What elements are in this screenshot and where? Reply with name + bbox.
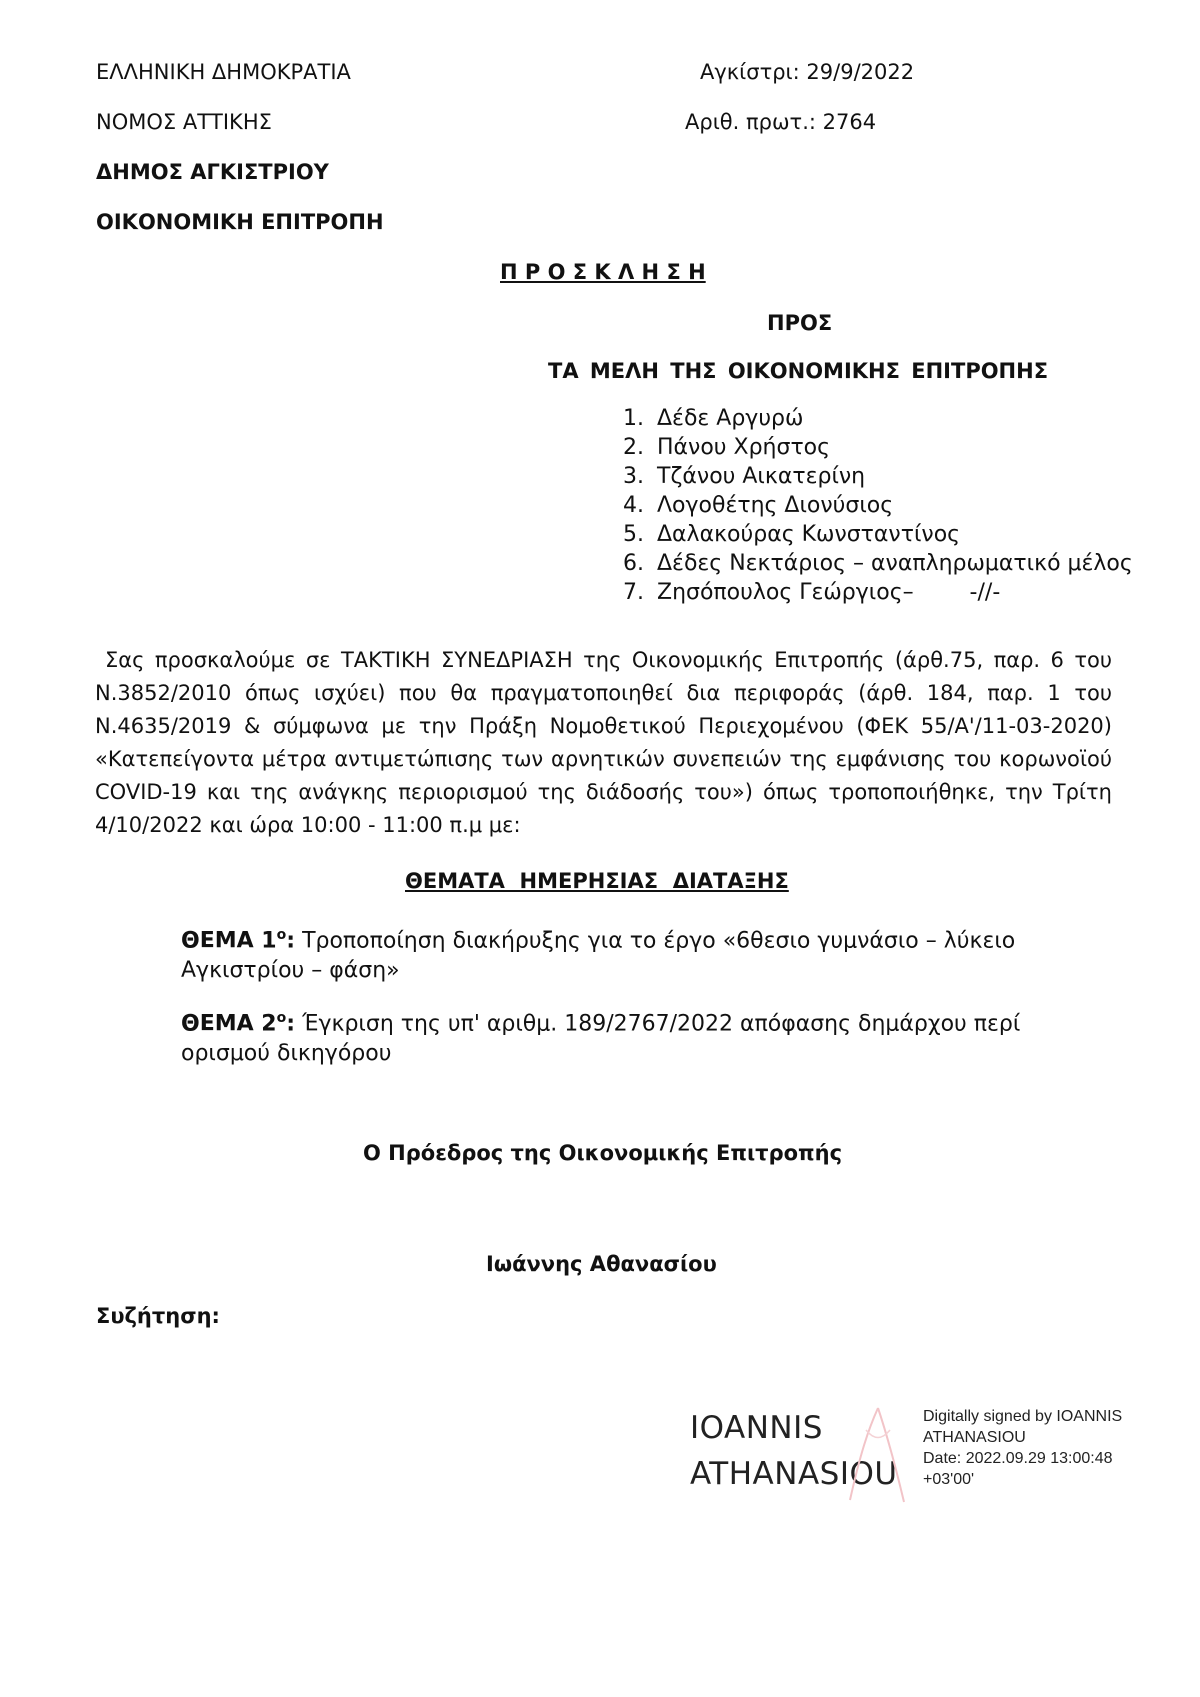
protocol-number: Αριθ. πρωτ.: 2764 <box>685 110 877 134</box>
signature-ribbon-icon <box>838 1400 918 1510</box>
signature-name-line2: ATHANASIOU <box>690 1456 898 1492</box>
list-item: 1. Δέδε Αργυρώ <box>651 404 1133 433</box>
signature-detail-line: Date: 2022.09.29 13:00:48 <box>923 1450 1113 1467</box>
president-name: Ιωάννης Αθανασίου <box>486 1252 717 1276</box>
signature-details <box>923 1406 1122 1490</box>
list-item: 3. Τζάνου Αικατερίνη <box>651 462 1133 491</box>
committee-heading: ΟΙΚΟΝΟΜΙΚΗ ΕΠΙΤΡΟΠΗ <box>96 210 384 234</box>
president-role: Ο Πρόεδρος της Οικονομικής Επιτροπής <box>363 1141 843 1165</box>
republic-heading: ΕΛΛΗΝΙΚΗ ΔΗΜΟΚΡΑΤΙΑ <box>96 60 351 84</box>
topic-label: ΘΕΜΑ 2 <box>181 1011 277 1037</box>
member-list <box>615 404 1133 607</box>
signature-name-line1: IOANNIS <box>690 1410 823 1446</box>
topic-colon: : <box>286 1011 296 1037</box>
signature-detail-line: ATHANASIOU <box>923 1429 1026 1446</box>
topic-text: Έγκριση της υπ' αριθμ. 189/2767/2022 απόφασης δημάρχου περί ορισμού δικηγόρου <box>181 1011 1021 1067</box>
topic-colon: : <box>286 928 296 954</box>
document-title: Π Ρ Ο Σ Κ Λ Η Σ Η <box>500 260 706 284</box>
topic-ordinal: ο <box>276 1010 287 1026</box>
recipients-group: ΤΑ ΜΕΛΗ ΤΗΣ ΟΙΚΟΝΟΜΙΚΗΣ ΕΠΙΤΡΟΠΗΣ <box>548 359 1049 383</box>
discussion-label: Συζήτηση: <box>96 1304 220 1328</box>
topic-text: Τροποποίηση διακήρυξης για το έργο «6θεσιο γυμνάσιο – λύκειο Αγκιστρίου – φάση» <box>181 928 1016 984</box>
prefecture-heading: ΝΟΜΟΣ ΑΤΤΙΚΗΣ <box>96 110 272 134</box>
list-item: 7. Ζησόπουλος Γεώργιος– -//- <box>651 578 1133 607</box>
signature-detail-line: Digitally signed by IOANNIS <box>923 1408 1123 1425</box>
list-item: 5. Δαλακούρας Κωνσταντίνος <box>651 520 1133 549</box>
list-item: 6. Δέδες Νεκτάριος – αναπληρωματικό μέλος <box>651 549 1133 578</box>
agenda-heading: ΘΕΜΑΤΑ ΗΜΕΡΗΣΙΑΣ ΔΙΑΤΑΞΗΣ <box>405 869 789 893</box>
signature-detail-line: +03'00' <box>923 1471 975 1488</box>
recipients-to: ΠΡΟΣ <box>767 311 833 335</box>
list-item: 4. Λογοθέτης Διονύσιος <box>651 491 1133 520</box>
municipality-heading: ΔΗΜΟΣ ΑΓΚΙΣΤΡΙΟΥ <box>96 160 329 184</box>
invitation-paragraph: Σας προσκαλούμε σε ΤΑΚΤΙΚΗ ΣΥΝΕΔΡΙΑΣΗ της Οικονομικής Επιτροπής (άρθ.75, παρ. 6 του Ν.3852/2010 όπως ισχύει) που θα πραγματοποιηθεί δια περιφοράς (άρθ. 184, παρ. 1 του Ν.4635/2019 & σύμφωνα με την Πράξη Νομοθετικού Περιεχομένου (ΦΕΚ 55/Α'/11-03-2020) «Κατεπείγοντα μέτρα αντιμετώπισης των αρνητικών συνεπειών της εμφάνισης του κορωνοϊού COVID-19 και της ανάγκης περιορισμού της διάδοσής του») όπως τροποποιήθηκε, την Τρίτη 4/10/2022 και ώρα 10:00 - 11:00 π.μ με: <box>95 648 1112 837</box>
place-date: Αγκίστρι: 29/9/2022 <box>700 60 915 84</box>
agenda-topic-2 <box>181 1003 1041 1069</box>
topic-ordinal: ο <box>276 927 287 943</box>
list-item: 2. Πάνου Χρήστος <box>651 433 1133 462</box>
agenda-topic-1 <box>181 920 1041 986</box>
topic-label: ΘΕΜΑ 1 <box>181 928 277 954</box>
